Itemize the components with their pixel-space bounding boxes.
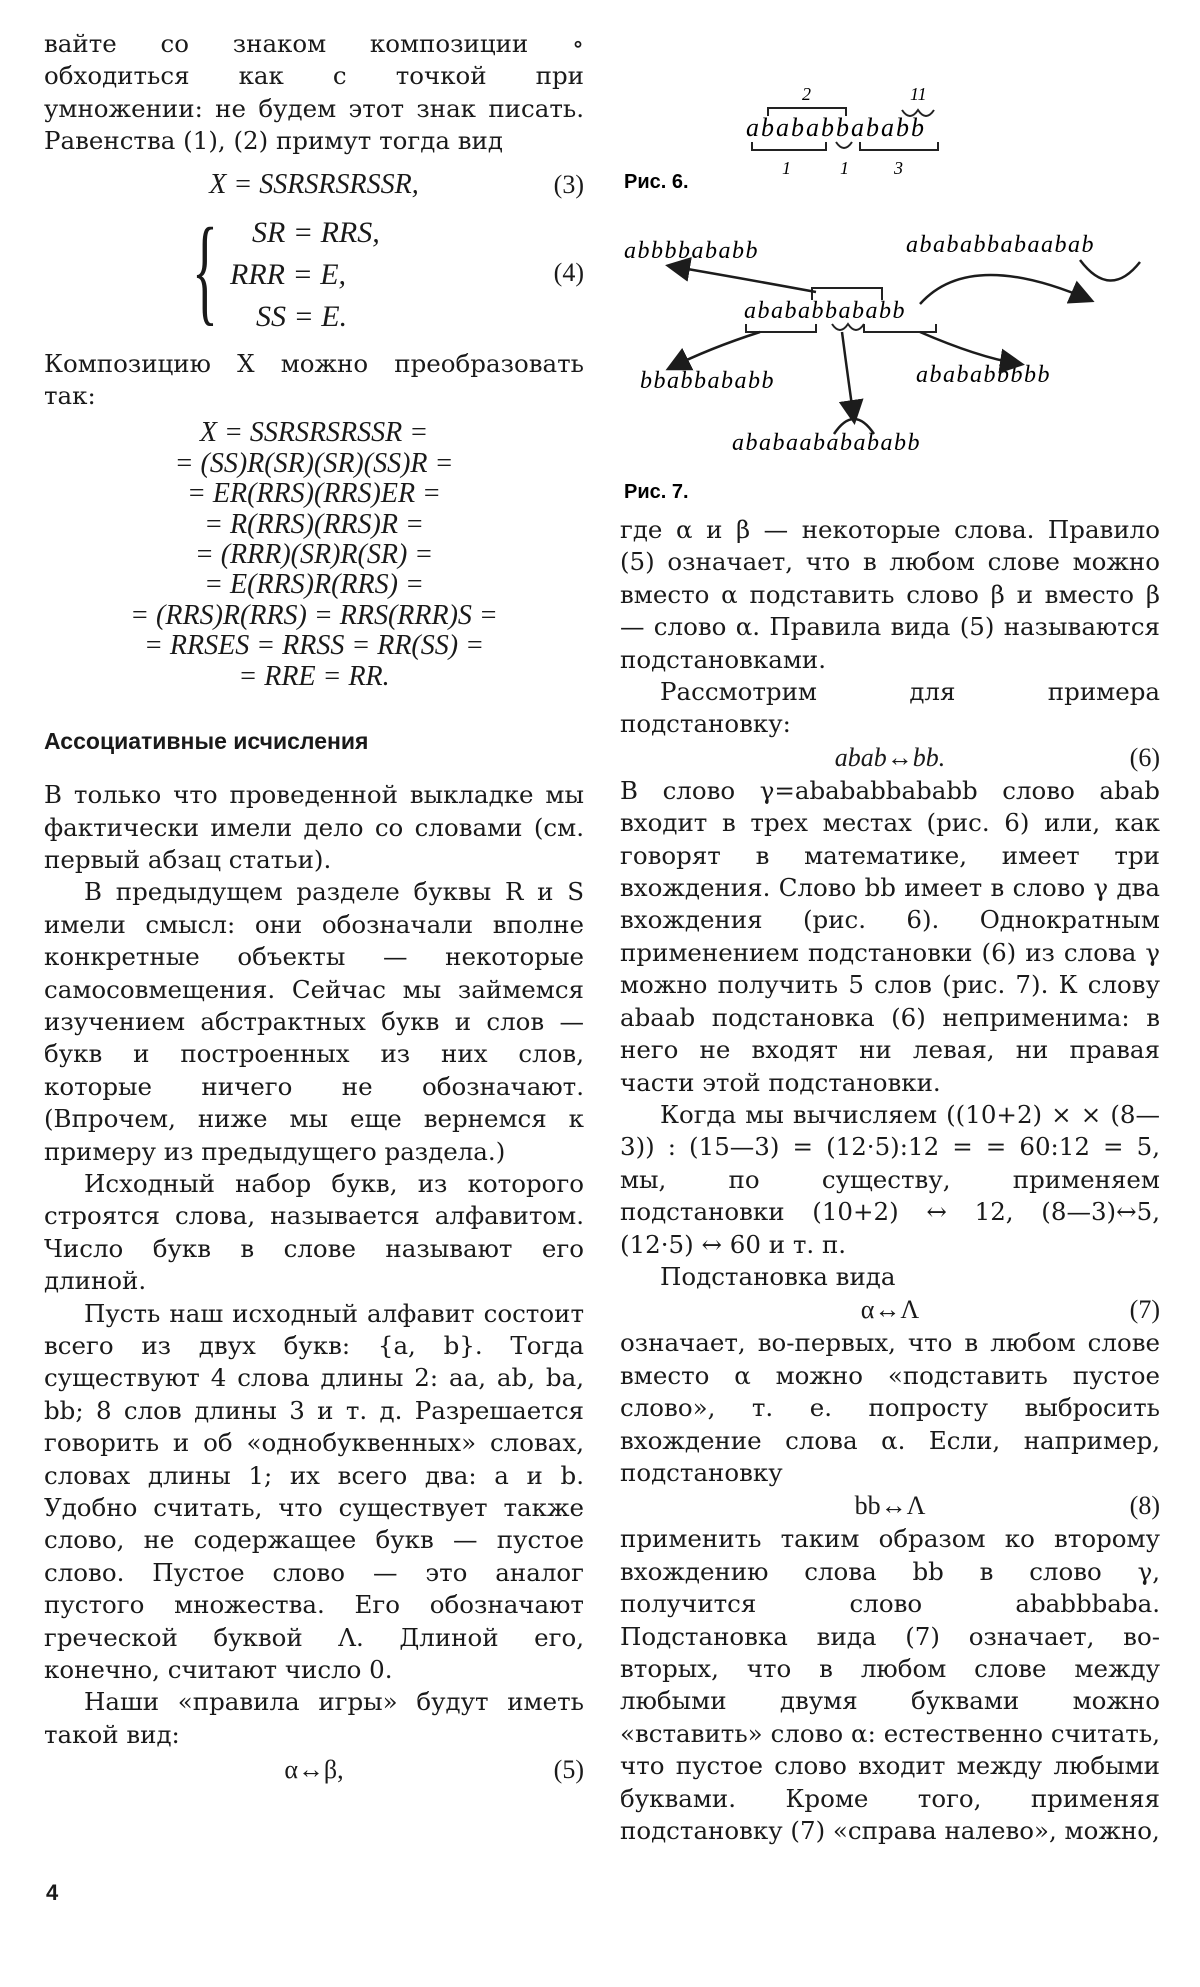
right-column xyxy=(620,28,1160,1847)
derivation-line: = ER(RRS)(RRS)ER = xyxy=(187,478,441,510)
equation-5-number: (5) xyxy=(553,1755,584,1785)
derivation-line: = (RRR)(SR)R(SR) = xyxy=(194,539,434,571)
paragraph-arithmetic: Когда мы вычисляем ((10+2) × × (8—3)) : (15—3) = (12·5):12 = = 60:12 = 5, мы, по существу, применяем подстановки (10+2) ↔ 12, (8—3)↔5, (12·5) ↔ 60 и т. п. xyxy=(620,1099,1160,1259)
derivation-line: = (SS)R(SR)(SR)(SS)R = xyxy=(174,447,454,479)
derivation-line: = (RRS)R(RRS) = RRS(RRR)S = xyxy=(130,599,498,631)
left-brace: { xyxy=(192,202,218,336)
left-column xyxy=(44,28,584,1787)
page-number: 4 xyxy=(46,1880,59,1905)
result-word-4: abababbbbb xyxy=(916,362,1051,388)
equation-7-body: α↔Λ xyxy=(860,1295,920,1325)
bracket-1a xyxy=(752,142,826,150)
equation-4-number: (4) xyxy=(553,257,584,287)
bracket-1b xyxy=(836,142,852,148)
figure-7-diagram xyxy=(620,208,1160,508)
derivation-line: = RRE = RR. xyxy=(238,660,390,692)
arc-insert-2 xyxy=(1080,260,1140,281)
bracket-label-3: 3 xyxy=(894,158,903,178)
bracket-3 xyxy=(860,142,938,150)
figure-6 xyxy=(620,28,1160,188)
center-bracket-middle xyxy=(832,324,864,330)
arrow-to-result-4 xyxy=(920,332,1020,364)
bracket-label-11: 11 xyxy=(910,84,927,104)
paragraph-intro: вайте со знаком композиции ∘ обходиться как с точкой при умножении: не будем этот знак писать. Равенства (1), (2) примут тогда вид xyxy=(44,29,584,156)
result-word-2: abababbabaabab xyxy=(906,232,1095,258)
paragraph-empty-word: означает, во-первых, что в любом слове вместо α можно «подставить пустое слово», т. е. попросту выбросить вхождение слова α. Если, например, подстановку xyxy=(620,1328,1160,1487)
paragraph-rules: Наши «правила игры» будут иметь такой вид: xyxy=(44,1687,584,1749)
center-bracket-right xyxy=(864,324,936,332)
center-bracket-left xyxy=(746,324,816,332)
derivation-line: = RRSES = RRSS = RR(SS) = xyxy=(144,630,484,662)
equation-5-body: α↔β, xyxy=(284,1755,344,1785)
bracket-label-1a: 1 xyxy=(782,158,791,178)
equation-system-4 xyxy=(44,202,584,338)
paragraph-second-occurrence: применить таким образом ко второму вхождению слова bb в слово γ, получится слово ababbbaba. Подстановка вида (7) означает, во-вторых, что в любом слове между любыми двумя буквами можно «вставить» слово α: естественно считать, что пустое слово входит между любыми буквами. Кроме того, применяя подстановку (7) «справа налево», можно, xyxy=(620,1524,1160,1846)
system-line-2: RRR = E, xyxy=(230,257,347,291)
equation-8-body: bb↔Λ xyxy=(854,1491,926,1521)
paragraph-alphabet: Исходный набор букв, из которого строятся слова, называется алфавитом. Число букв в слове называют его длиной. xyxy=(44,1168,584,1296)
system-line-1: SR = RRS, xyxy=(252,215,380,249)
equation-3-number: (3) xyxy=(553,169,584,199)
figure-7-caption: Рис. 7. xyxy=(624,481,689,503)
paragraph-words: В только что проведенной выкладке мы фактически имели дело со словами (см. первый абзац статьи). xyxy=(44,780,584,874)
derivation-line: = R(RRS)(RRS)R = xyxy=(204,508,424,540)
result-word-5: ababaababababb xyxy=(732,430,921,456)
arrow-to-result-5 xyxy=(842,332,854,420)
arrow-to-result-3 xyxy=(670,332,760,368)
equation-6 xyxy=(620,741,1160,775)
arrow-to-result-2 xyxy=(920,275,1090,304)
paragraph-occurrences: В слово γ=abababbababb слово abab входит в трех местах (рис. 6) или, как говорят в математике, имеет три вхождения. Слово bb имеет в слово γ два вхождения (рис. 6). Однократным применением подстановки (6) из слова γ можно получить 5 слов (рис. 7). К слову abaab подстановка (6) неприменима: в него не входят ни левая, ни правая части этой подстановки. xyxy=(620,775,1160,1097)
equation-6-number: (6) xyxy=(1129,742,1160,772)
paragraph-two-letters: Пусть наш исходный алфавит состоит всего из двух букв: {a, b}. Тогда существуют 4 слова длины 2: aa, ab, ba, bb; 8 слов длины 3 и т. д. Разрешается говорить и об «однобуквенных» словах, словах длины 1; их всего два: a и b. Удобно считать, что существует также слово, не содержащее букв — пустое слово. Пустое слово — это аналог пустого множества. Его обозначают греческой буквой Λ. Длиной его, конечно, считают число 0. xyxy=(44,1298,584,1685)
arrow-to-result-1 xyxy=(670,266,816,292)
system-line-3: SS = E. xyxy=(256,299,348,333)
equation-8-number: (8) xyxy=(1129,1491,1160,1521)
derivation-chain xyxy=(44,418,584,692)
paragraph-form: Подстановка вида xyxy=(660,1261,896,1291)
result-word-3: bbabbababb xyxy=(640,368,775,394)
paragraph-composition: Композицию X можно преобразовать так: xyxy=(44,348,584,411)
paragraph-example-intro: Рассмотрим для примера подстановку: xyxy=(620,677,1160,739)
equation-3-body: X = SSRSRSRSSR, xyxy=(209,168,419,200)
result-word-1: abbbbababb xyxy=(624,238,759,264)
equation-3 xyxy=(44,168,584,202)
bracket-label-2: 2 xyxy=(802,84,811,104)
equation-6-body: abab↔bb. xyxy=(834,742,946,772)
figure-7 xyxy=(620,208,1160,508)
bracket-label-1b: 1 xyxy=(840,158,849,178)
equation-5 xyxy=(44,1753,584,1787)
equation-7-number: (7) xyxy=(1129,1295,1160,1325)
derivation-line: X = SSRSRSRSSR = xyxy=(199,417,429,449)
equation-8 xyxy=(620,1489,1160,1523)
figure-6-word: abababbababb xyxy=(746,113,926,142)
equation-7 xyxy=(620,1293,1160,1327)
paragraph-substitution-def: где α и β — некоторые слова. Правило (5) означает, что в любом слове можно вместо α подставить слово β и вместо β — слово α. Правила вида (5) называются подстановками. xyxy=(620,515,1160,674)
figure-6-caption: Рис. 6. xyxy=(624,171,689,188)
section-heading: Ассоциативные исчисления xyxy=(44,728,369,755)
paragraph-abstract-letters: В предыдущем разделе буквы R и S имели смысл: они обозначали вполне конкретные объекты — некоторые самосовмещения. Сейчас мы займемся изучением абстрактных букв и слов — букв и построенных из них слов, которые ничего не обозначают. (Впрочем, ниже мы еще вернемся к примеру из предыдущего раздела.) xyxy=(44,877,584,1166)
figure-7-center-word: abababbababb xyxy=(744,298,906,324)
derivation-line: = E(RRS)R(RRS) = xyxy=(204,569,424,601)
figure-6-diagram xyxy=(620,28,1160,188)
